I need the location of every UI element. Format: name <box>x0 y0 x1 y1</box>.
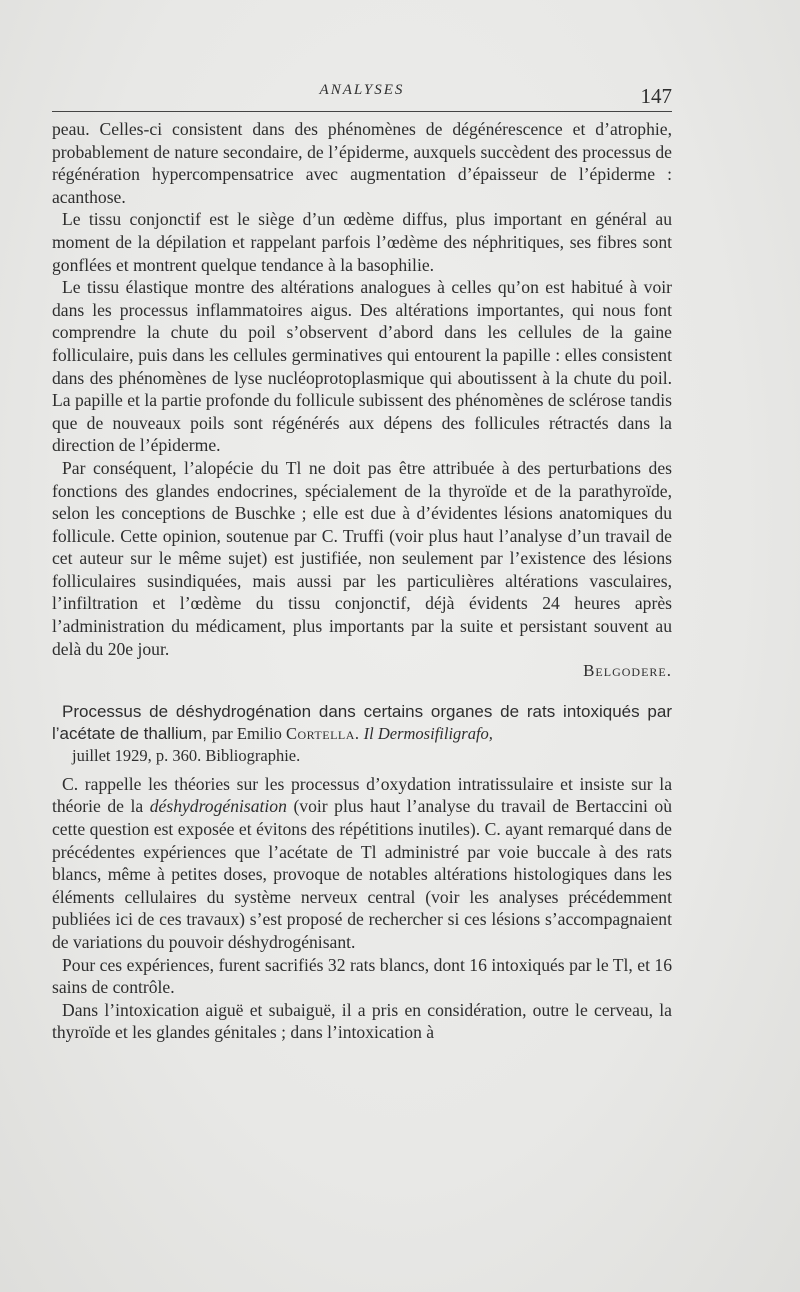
signature: Belgodere. <box>583 661 672 681</box>
paragraph: Le tissu conjonctif est le siège d’un œdème diffus, plus important en général au moment de la dépilation et rappelant parfois l’œdème des néphritiques, ses fibres sont gonflées et montrent quelque tendance à la basophilie. <box>52 209 672 275</box>
author-name: Cortella. <box>285 723 360 743</box>
article-title-text: Processus de déshydrogénation dans certains organes de rats intoxiqués par l’acétate de thallium, <box>52 701 672 743</box>
running-head: ANALYSES <box>319 82 405 98</box>
author-line <box>212 724 493 743</box>
paragraph-text: C. rappelle les théories sur les processus d’oxydation intratissulaire et insiste sur la théorie de la <box>52 773 672 817</box>
page-header <box>52 78 672 112</box>
paragraph-text: (voir plus haut l’analyse du travail de Bertaccini où cette question est exposée et évitons des répétitions inutiles). C. ayant remarqué dans de précédentes expériences que l’acétate de Tl administré par voie buccale à des rats blancs, même à petites doses, provoque de notables altérations histologiques dans les éléments cellulaires du système nerveux central (voir les analyses précédemment publiées ici de ces travaux) s’est proposé de rechercher si ces lésions s’accompagnaient de variations du pouvoir déshydrogénisant. <box>52 796 672 952</box>
article-title <box>52 701 672 745</box>
article-heading <box>52 701 672 767</box>
header-rule <box>52 111 672 112</box>
author-prefix: par Emilio <box>211 723 282 743</box>
emphasized-term: déshydrogénisation <box>149 796 287 817</box>
paragraph: peau. Celles-ci consistent dans des phénomènes de dégénérescence et d’atrophie, probablement de nature secondaire, de l’épiderme, auxquels succèdent des processus de régénération hypercompensatrice avec augmentation d’épaisseur de l’épiderme : acanthose. <box>52 119 672 207</box>
text-body <box>52 118 672 1044</box>
paragraph: Le tissu élastique montre des altérations analogues à celles qu’on est habitué à voir dans les processus inflammatoires aigus. Des altérations importantes, qui nous font comprendre la chute du poil s’observent d’abord dans les cellules de la gaine folliculaire, puis dans les cellules germinatives qui entourent la papille : elles consistent dans des phénomènes de lyse nucléoprotoplasmique qui aboutissent à la chute du poil. La papille et la partie profonde du follicule subissent des phénomènes de sclérose tandis que de nouveaux poils sont régénérés aux dépens des follicules rétractés dans la direction de l’épiderme. <box>52 277 672 456</box>
paragraph: Pour ces expériences, furent sacrifiés 32 rats blancs, dont 16 intoxiqués par le Tl, et 16 sains de contrôle. <box>52 954 672 998</box>
page-number: 147 <box>640 84 672 108</box>
citation: juillet 1929, p. 360. Bibliographie. <box>72 745 301 765</box>
paragraph <box>52 773 672 954</box>
paragraph: Dans l’intoxication aiguë et subaiguë, il a pris en considération, outre le cerveau, la thyroïde et les glandes génitales ; dans l’intoxication à <box>52 999 672 1043</box>
journal-name: Il Dermosifiligrafo, <box>363 723 493 743</box>
paragraph: Par conséquent, l’alopécie du Tl ne doit pas être attribuée à des perturbations des fonctions des glandes endocrines, spécialement de la thyroïde et de la parathyroïde, selon les conceptions de Buschke ; elle est due à d’évidentes lésions anatomiques du follicule. Cette opinion, soutenue par C. Truffi (voir plus haut l’analyse d’un travail de cet auteur sur le même sujet) est justifiée, non seulement par l’existence des lésions folliculaires susindiquées, mais aussi par les particulières altérations vasculaires, l’infiltration et l’œdème du tissu conjonctif, déjà évidents 24 heures après l’administration du médicament, plus importants par la suite et persistant souvent au delà du 20e jour. <box>52 457 672 659</box>
